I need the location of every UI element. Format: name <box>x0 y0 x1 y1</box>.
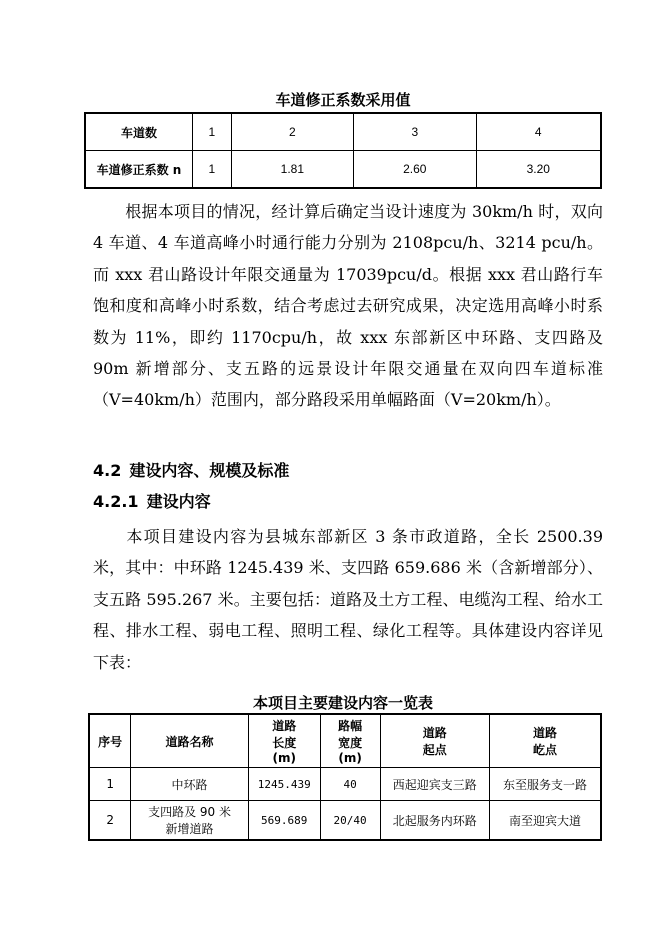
lane-factor-cell: 1.81 <box>231 151 353 189</box>
header-line: 路幅 <box>338 719 363 733</box>
lane-factor-cell: 2.60 <box>354 151 476 189</box>
row-road-width: 40 <box>320 768 380 801</box>
construction-paragraph-text: 本项目建设内容为县城东部新区 3 条市政道路，全长 2500.39 米，其中：中环路 1245.439 米、支四路 659.686 米（含新增部分）、支五路 595.267 米。主要包括：道路及土方工程、电缆沟工程、给水工程、排水工程、弱电工程、照明工程、绿化工程等。具体建设内容详见下表： <box>93 527 603 672</box>
section-number: 4.2 <box>93 461 122 480</box>
lane-factor-table-title: 车道修正系数采用值 <box>275 91 411 109</box>
row-road-start: 西起迎宾支三路 <box>380 768 489 801</box>
header-line: 道路 <box>532 726 557 740</box>
header-line: 宽度 <box>338 736 363 750</box>
capacity-paragraph-text: 根据本项目的情况，经计算后确定当设计速度为 30km/h 时，双向 4 车道、4 车道高峰小时通行能力分别为 2108pcu/h、3214 pcu/h。而 xxx 君山路设计年限交通量为 17039pcu/d。根据 xxx 君山路行车饱和度和高峰小时系数，结合考虑过去研究成果，决定选用高峰小时系数为 11%，即约 1170cpu/h，故 xxx 东部新区中环路、支四路及 90m 新增部分、支五路的远景设计年限交通量在双向四车道标准（V=40km/h）范围内，部分路段采用单幅路面（V=20km/h）。 <box>93 202 603 410</box>
construction-table <box>88 713 602 841</box>
capacity-paragraph <box>93 196 603 416</box>
lane-factor-table <box>84 112 602 189</box>
section-heading-4-2-1 <box>93 489 211 512</box>
section-title: 建设内容 <box>146 492 211 511</box>
row-road-width: 20/40 <box>320 801 380 841</box>
row-road-name <box>131 801 248 841</box>
header-line: 道路 <box>272 719 297 733</box>
row-seq: 1 <box>89 768 131 801</box>
row-road-end: 南至迎宾大道 <box>490 801 602 841</box>
row-road-name: 中环路 <box>131 768 248 801</box>
lane-count-cell: 2 <box>231 113 353 151</box>
header-line: (m) <box>272 751 296 765</box>
header-road-name: 道路名称 <box>131 714 248 768</box>
row-road-start: 北起服务内环路 <box>380 801 489 841</box>
header-line: 起点 <box>422 743 447 757</box>
header-road-start <box>380 714 489 768</box>
construction-paragraph <box>93 521 603 678</box>
lane-count-label: 车道数 <box>85 113 193 151</box>
section-number: 4.2.1 <box>93 492 139 511</box>
header-line: 长度 <box>272 736 297 750</box>
lane-count-cell: 3 <box>354 113 476 151</box>
row-road-length: 1245.439 <box>248 768 320 801</box>
header-line: (m) <box>338 751 362 765</box>
table-row <box>85 113 601 151</box>
row-seq: 2 <box>89 801 131 841</box>
table-header-row <box>89 714 601 768</box>
lane-factor-label: 车道修正系数 n <box>85 151 193 189</box>
lane-factor-cell: 1 <box>193 151 232 189</box>
row-road-name-line: 支四路及 90 米 <box>148 805 232 819</box>
section-heading-4-2 <box>93 458 289 481</box>
table-row <box>85 151 601 189</box>
row-road-end: 东至服务支一路 <box>490 768 602 801</box>
header-line: 道路 <box>422 726 447 740</box>
lane-count-cell: 1 <box>193 113 232 151</box>
header-line: 屹点 <box>532 743 557 757</box>
lane-count-cell: 4 <box>476 113 601 151</box>
header-road-width <box>320 714 380 768</box>
header-seq: 序号 <box>89 714 131 768</box>
lane-factor-cell: 3.20 <box>476 151 601 189</box>
row-road-name-line: 新增道路 <box>165 822 214 836</box>
table-row <box>89 801 601 841</box>
construction-table-title: 本项目主要建设内容一览表 <box>252 694 433 712</box>
row-road-length: 569.689 <box>248 801 320 841</box>
table-row <box>89 768 601 801</box>
header-road-length <box>248 714 320 768</box>
header-road-end <box>490 714 602 768</box>
section-title: 建设内容、规模及标准 <box>129 461 290 480</box>
